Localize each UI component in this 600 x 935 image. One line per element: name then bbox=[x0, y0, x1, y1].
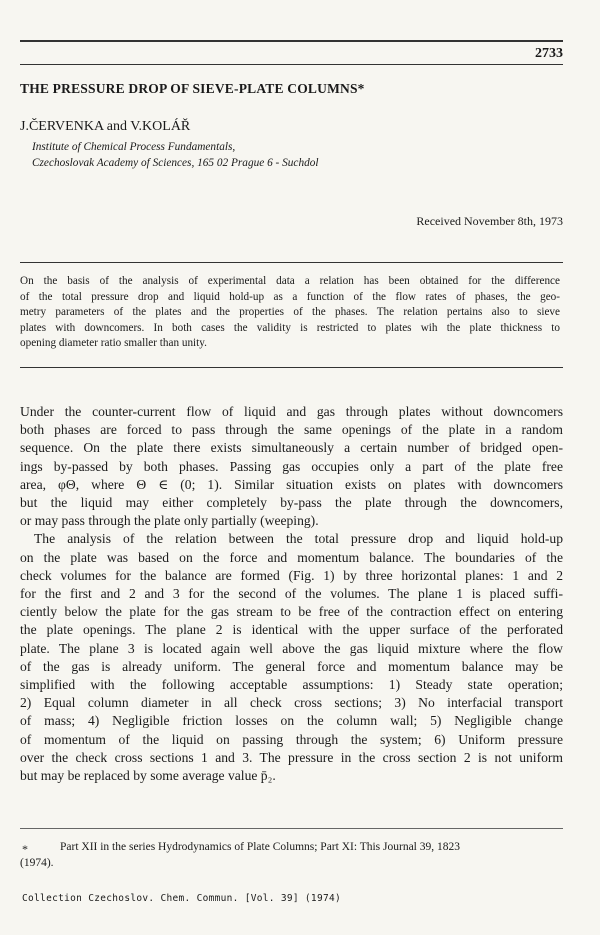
footnote-line: (1974). bbox=[20, 856, 54, 869]
header-rule bbox=[20, 40, 563, 42]
body-line: for the first and 2 and 3 for the second of the volumes. The plane 1 is placed suffi- bbox=[20, 586, 563, 602]
journal-citation: Collection Czechoslov. Chem. Commun. [Vol. 39] (1974) bbox=[22, 893, 342, 904]
body-line: area, φΘ, where Θ ∈ (0; 1). Similar situation exists on plates with downcomers bbox=[20, 476, 563, 492]
body-line: but may be replaced by some average value p̄₂. bbox=[20, 768, 276, 784]
abstract-line: On the basis of the analysis of experimental data a relation has been obtained for the difference bbox=[20, 275, 560, 287]
footnote-rule bbox=[20, 828, 563, 829]
abstract-line: metry parameters of the plates and the properties of the phases. The relation pertains also to sieve bbox=[20, 306, 560, 319]
body-line: but the liquid may either completely by-pass the plate through the downcomers, bbox=[20, 495, 563, 511]
page-number: 2733 bbox=[535, 46, 563, 61]
authors: J.ČERVENKA and V.KOLÁŘ bbox=[20, 119, 191, 134]
body-line: Under the counter-current flow of liquid and gas through plates without downcomers bbox=[20, 404, 563, 419]
abstract bbox=[20, 274, 560, 352]
abstract-top-rule bbox=[20, 262, 563, 263]
body-line: both phases are forced to pass through the same openings of the plate in a random bbox=[20, 422, 563, 438]
body-line: the plate openings. The plane 2 is identical with the upper surface of the perforated bbox=[20, 622, 563, 638]
affiliation-line-2: Czechoslovak Academy of Sciences, 165 02 Prague 6 - Suchdol bbox=[32, 157, 319, 169]
body-line: of mass; 4) Negligible friction losses on the column wall; 5) Negligible change bbox=[20, 713, 563, 729]
affiliation-line-1: Institute of Chemical Process Fundamentals, bbox=[32, 141, 236, 153]
body-line: simplified with the following acceptable assumptions: 1) Steady state operation; bbox=[20, 677, 563, 693]
body-text bbox=[20, 403, 563, 785]
header-rule-lower bbox=[20, 64, 563, 65]
body-line: plate. The plane 3 is located again well above the gas liquid mixture where the flow bbox=[20, 640, 563, 656]
body-line: of momentum of the liquid on passing through the system; 6) Uniform pressure bbox=[20, 731, 563, 747]
footnote bbox=[20, 840, 565, 871]
abstract-line: plates with downcomers. In both cases the validity is restricted to plates wih the plate thickness to bbox=[20, 321, 560, 334]
received-date: Received November 8th, 1973 bbox=[416, 214, 563, 228]
body-line: 2) Equal column diameter in all check cross sections; 3) No interfacial transport bbox=[20, 695, 563, 711]
abstract-line: opening diameter ratio smaller than unity. bbox=[20, 337, 207, 350]
footnote-marker: * bbox=[22, 842, 28, 856]
body-line: The analysis of the relation between the total pressure drop and liquid hold-up bbox=[34, 531, 563, 547]
body-line: check volumes for the balance are formed (Fig. 1) by three horizontal planes: 1 and 2 bbox=[20, 567, 563, 583]
body-line: or may pass through the plate only partially (weeping). bbox=[20, 513, 319, 529]
abstract-bottom-rule bbox=[20, 367, 563, 368]
paper-title: THE PRESSURE DROP OF SIEVE-PLATE COLUMNS* bbox=[20, 81, 365, 96]
body-line: ciently below the plate for the gas stream to be free of the contraction effect on entering bbox=[20, 604, 563, 620]
body-line: sequence. On the plate there exists simultaneously a certain number of bridged open- bbox=[20, 440, 563, 456]
footnote-line: Part XII in the series Hydrodynamics of Plate Columns; Part XI: This Journal 39, 1823 bbox=[60, 841, 461, 853]
body-line: of the gas is already uniform. The general force and momentum balance may be bbox=[20, 658, 563, 674]
body-line: ings by-passed by both phases. Passing gas occupies only a part of the plate free bbox=[20, 458, 563, 474]
abstract-line: of the total pressure drop and liquid hold-up as a function of the flow rates of phases, the geo- bbox=[20, 290, 560, 303]
body-line: over the check cross sections 1 and 3. The pressure in the cross section 2 is not uniform bbox=[20, 749, 563, 765]
body-line: on the plate was based on the force and momentum balance. The boundaries of the bbox=[20, 549, 563, 565]
